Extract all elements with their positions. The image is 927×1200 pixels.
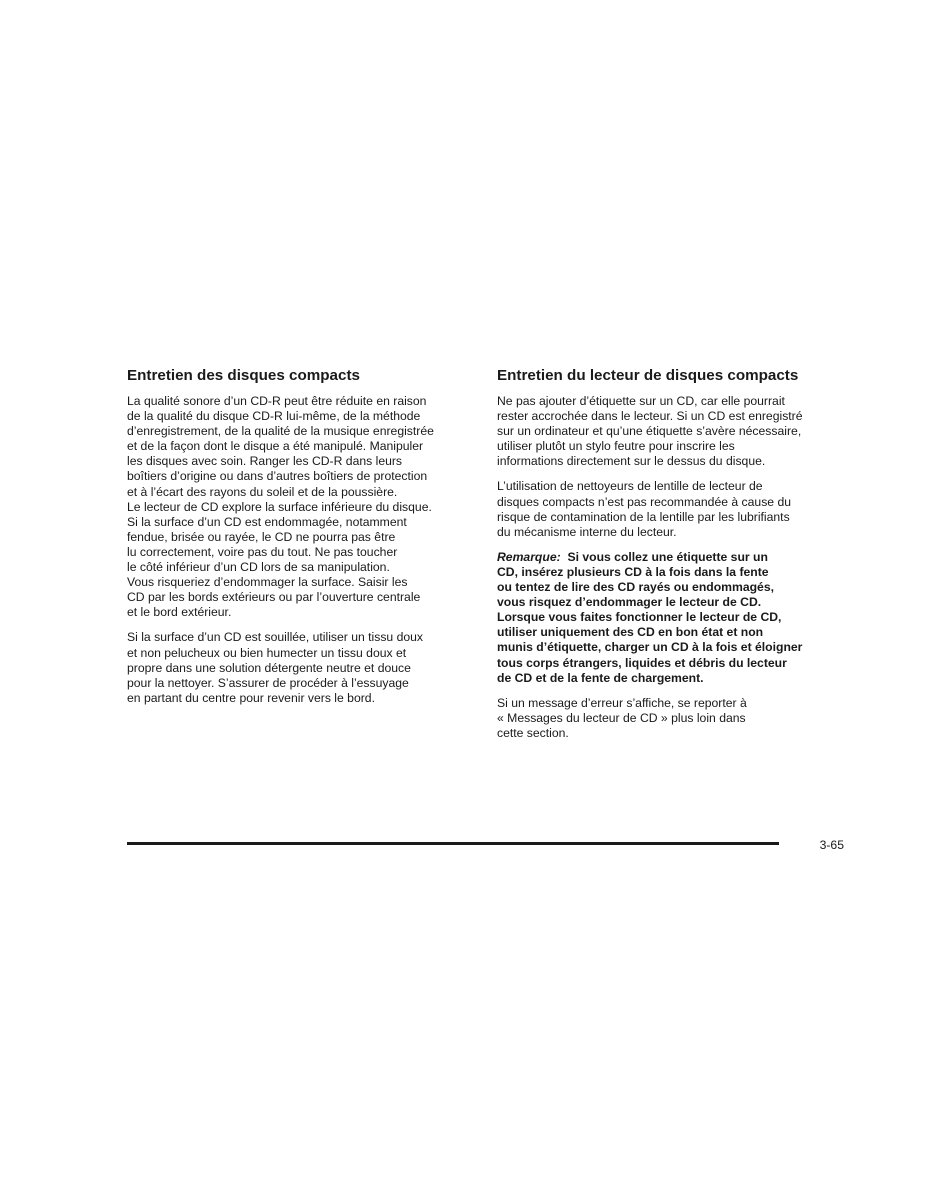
text-line: rester accrochée dans le lecteur. Si un CD est enregistré xyxy=(497,409,803,424)
notice-label: Remarque: xyxy=(497,549,561,564)
text-line: et de la façon dont le disque a été manipulé. Manipuler xyxy=(127,439,424,454)
text-line: le côté inférieur d’un CD lors de sa manipulation. xyxy=(127,560,390,575)
text-line: fendue, brisée ou rayée, le CD ne pourra pas être xyxy=(127,529,396,544)
text-line: « Messages du lecteur de CD » plus loin dans xyxy=(497,710,746,725)
paragraph-cdr-quality xyxy=(127,394,477,620)
paragraph-cleaning xyxy=(127,630,477,705)
text-line: Vous risqueriez d’endommager la surface. Saisir les xyxy=(127,575,408,590)
text-line: de la qualité du disque CD-R lui-même, de la méthode xyxy=(127,409,421,424)
right-column xyxy=(497,367,849,751)
text-line xyxy=(497,550,849,565)
text-line: et à l’écart des rayons du soleil et de la poussière. xyxy=(127,484,398,499)
notice-remark xyxy=(497,550,849,686)
text-line: utiliser uniquement des CD en bon état et non xyxy=(497,625,764,640)
text-line: de CD et de la fente de chargement. xyxy=(497,670,704,685)
text-line: vous risquez d’endommager le lecteur de CD. xyxy=(497,595,762,610)
text-line: en partant du centre pour revenir vers le bord. xyxy=(127,690,375,705)
text-line: pour la nettoyer. S’assurer de procéder à l’essuyage xyxy=(127,675,409,690)
section-heading-player-care: Entretien du lecteur de disques compacts xyxy=(497,367,799,384)
text-line: Lorsque vous faites fonctionner le lecteur de CD, xyxy=(497,610,782,625)
text-line: Ne pas ajouter d’étiquette sur un CD, car elle pourrait xyxy=(497,394,785,408)
footer-rule xyxy=(127,842,779,845)
text-line: du mécanisme interne du lecteur. xyxy=(497,524,677,539)
text-line: utiliser plutôt un stylo feutre pour inscrire les xyxy=(497,439,735,454)
text-line: lu correctement, voire pas du tout. Ne pas toucher xyxy=(127,544,398,559)
text-line: disques compacts n’est pas recommandée à cause du xyxy=(497,494,792,509)
text-line: sur un ordinateur et qu’une étiquette s’avère nécessaire, xyxy=(497,424,802,439)
paragraph-error-messages xyxy=(497,696,849,741)
text-line: Si la surface d’un CD est souillée, utiliser un tissu doux xyxy=(127,630,424,645)
text-line: d’enregistrement, de la qualité de la musique enregistrée xyxy=(127,424,434,439)
notice-first-line: Si vous collez une étiquette sur un xyxy=(567,549,768,564)
text-line: La qualité sonore d’un CD-R peut être réduite en raison xyxy=(127,394,427,408)
text-line: Le lecteur de CD explore la surface inférieure du disque. xyxy=(127,499,432,514)
paragraph-lens-cleaners xyxy=(497,479,849,539)
text-line: propre dans une solution détergente neutre et douce xyxy=(127,660,411,675)
text-line: munis d’étiquette, charger un CD à la fois et éloigner xyxy=(497,640,803,655)
text-line: et le bord extérieur. xyxy=(127,605,232,620)
text-line: informations directement sur le dessus du disque. xyxy=(497,454,766,469)
page-number: 3-65 xyxy=(819,838,844,852)
text-line: L’utilisation de nettoyeurs de lentille de lecteur de xyxy=(497,479,763,494)
text-line: ou tentez de lire des CD rayés ou endommagés, xyxy=(497,580,775,595)
text-line: Si un message d’erreur s’affiche, se reporter à xyxy=(497,695,747,710)
text-line: et non pelucheux ou bien humecter un tissu doux et xyxy=(127,645,407,660)
text-line: CD, insérez plusieurs CD à la fois dans la fente xyxy=(497,564,769,579)
text-line: Si la surface d’un CD est endommagée, notamment xyxy=(127,514,407,529)
text-line: CD par les bords extérieurs ou par l’ouverture centrale xyxy=(127,590,421,605)
text-line: cette section. xyxy=(497,725,569,740)
text-line: tous corps étrangers, liquides et débris du lecteur xyxy=(497,655,787,670)
text-line: les disques avec soin. Ranger les CD-R dans leurs xyxy=(127,454,403,469)
left-column xyxy=(127,367,477,716)
text-line: boîtiers d’origine ou dans d’autres boîtiers de protection xyxy=(127,469,428,484)
text-line: risque de contamination de la lentille par les lubrifiants xyxy=(497,509,790,524)
paragraph-labels xyxy=(497,394,849,469)
section-heading-disc-care: Entretien des disques compacts xyxy=(127,367,360,384)
